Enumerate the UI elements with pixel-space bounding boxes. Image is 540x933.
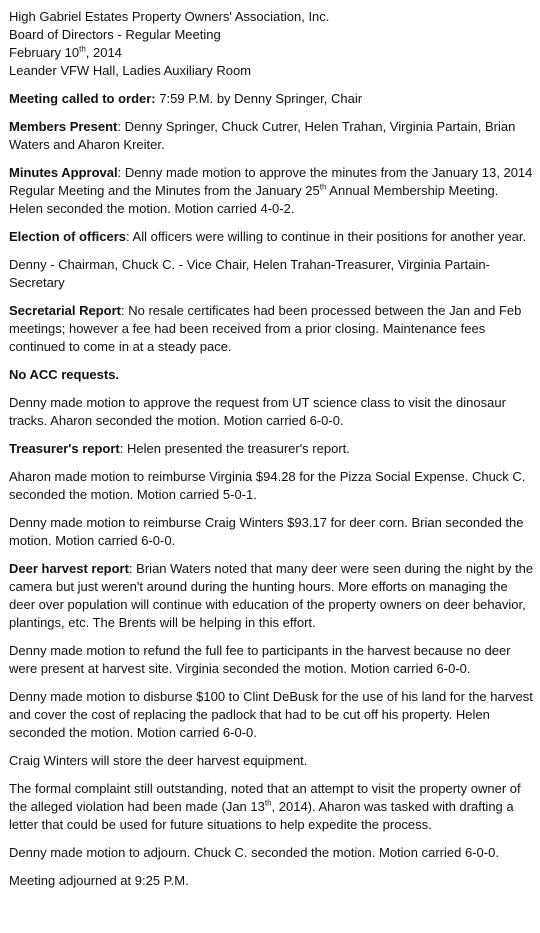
section-label: Meeting called to order: [9,91,156,106]
date-suffix: th [79,44,86,54]
section-text: The formal complaint still outstanding, noted that an attempt to visit the property owner of the alleged violation had been made (Jan 13 [9,781,521,814]
election-of-officers [9,228,534,246]
section-text-cont: , 2014). Aharon was tasked with drafting a letter that could be used for future situations to help expedite the process. [9,799,514,832]
section-label: Members Present [9,119,118,134]
section-text: 7:59 P.M. by Denny Springer, Chair [155,91,363,106]
section-label: Minutes Approval [9,165,118,180]
deer-corn-motion: Denny made motion to reimburse Craig Winters $93.17 for deer corn. Brian seconded the motion. Motion carried 6-0-0. [9,515,524,548]
officer-list: Denny - Chairman, Chuck C. - Vice Chair, Helen Trahan-Treasurer, Virginia Partain-Secretary [9,257,490,290]
section-label: Secretarial Report [9,303,121,318]
org-name: High Gabriel Estates Property Owners' Association, Inc. [9,9,330,24]
section-label: Treasurer's report [9,441,120,456]
members-present [9,118,534,154]
date-year: , 2014 [85,45,122,60]
section-text: : Denny Springer, Chuck Cutrer, Helen Trahan, Virginia Partain, Brian Waters and Aharon Kreiter. [9,119,516,152]
deer-harvest-report [9,560,534,632]
call-to-order [9,90,534,108]
date-text: February 10 [9,45,80,60]
minutes-approval [9,164,534,218]
equipment-storage: Craig Winters will store the deer harvest equipment. [9,753,308,768]
formal-complaint [9,780,534,834]
acc-requests: No ACC requests. [9,367,120,382]
pizza-reimburse-motion: Aharon made motion to reimburse Virginia $94.28 for the Pizza Social Expense. Chuck C. seconded the motion. Motion carried 5-0-1. [9,469,526,502]
document-header [9,8,534,80]
ut-class-motion: Denny made motion to approve the request from UT science class to visit the dinosaur tracks. Aharon seconded the motion. Motion carried 6-0-0. [9,395,506,428]
meeting-location: Leander VFW Hall, Ladies Auxiliary Room [9,63,252,78]
meeting-type: Board of Directors - Regular Meeting [9,27,221,42]
debusk-motion: Denny made motion to disburse $100 to Clint DeBusk for the use of his land for the harvest and cover the cost of replacing the padlock that had to be cut off his property. Helen seconded the motion. Motion carried 6-0-0. [9,689,533,740]
section-text: : Helen presented the treasurer's report. [119,441,350,456]
section-text: : Brian Waters noted that many deer were seen during the night by the camera but just weren't around during the hunting hours. More efforts on managing the deer over population will continue with education of the property owners on deer behavior, plantings, etc. The Brents will be helping in this effort. [9,561,534,630]
ordinal-suffix: th [264,798,272,808]
section-text: : All officers were willing to continue in their positions for another year. [126,229,527,244]
section-text: : No resale certificates had been processed between the Jan and Feb meetings; however a fee had been received from a prior closing. Maintenance fees continued to come in at a steady pace. [9,303,522,354]
treasurer-report [9,440,534,458]
ordinal-suffix: th [319,182,327,192]
section-text-cont: Annual Membership Meeting. Helen seconded the motion. Motion carried 4-0-2. [9,183,499,216]
meeting-date [9,44,534,62]
section-text: : Denny made motion to approve the minutes from the January 13, 2014 Regular Meeting and the Minutes from the January 25 [9,165,533,198]
refund-motion: Denny made motion to refund the full fee to participants in the harvest because no deer were present at harvest site. Virginia seconded the motion. Motion carried 6-0-0. [9,643,511,676]
secretarial-report [9,302,534,356]
section-label: Election of officers [9,229,127,244]
section-label: Deer harvest report [9,561,129,576]
meeting-adjourned: Meeting adjourned at 9:25 P.M. [9,873,189,888]
adjourn-motion: Denny made motion to adjourn. Chuck C. seconded the motion. Motion carried 6-0-0. [9,845,499,860]
